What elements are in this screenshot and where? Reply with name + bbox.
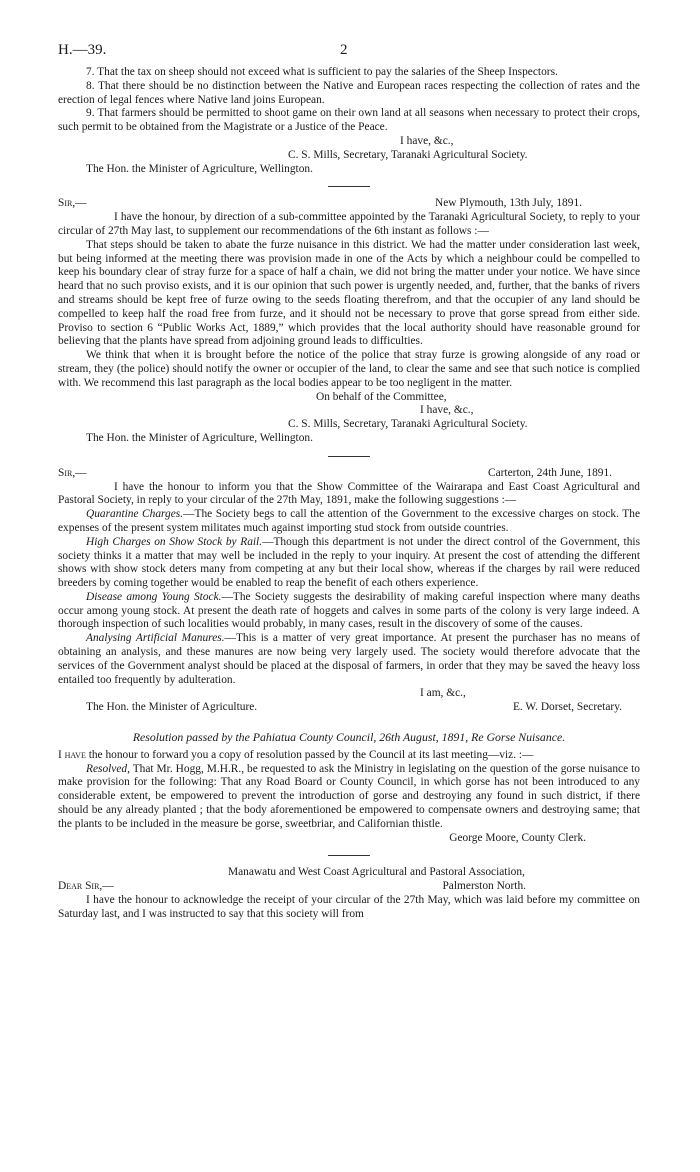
signature-row [58, 701, 640, 715]
paragraph: I have the honour, by direction of a sub-committee appointed by the Taranaki Agricultural Society, to reply to your circular of 27th May last, to supplement our recommendations of the 6th instant as follows :— [58, 211, 640, 237]
suggestion-item [58, 591, 640, 632]
paragraph: 9. That farmers should be permitted to shoot game on their own land at all seasons when necessary to protect their crops, such permit to be obtained from the Magistrate or a Justice of the Peace. [58, 107, 640, 134]
closing: I am, &c., [420, 687, 466, 700]
divider [328, 456, 370, 457]
suggestion-heading: Quarantine Charges. [86, 508, 184, 521]
resolution-title: Resolution passed by the Pahiatua County Council, 26th August, 1891, Re Gorse Nuisance. [132, 730, 566, 745]
behalf-line: On behalf of the Committee, [316, 390, 447, 403]
salutation: Sir,— [58, 466, 87, 479]
salutation: Sir,— [58, 197, 87, 210]
letter-heading [58, 197, 640, 211]
suggestion-text: —The Society begs to call the attention of the Government to the excessive charges on stock. The expenses of the present system militates much against importing stud stock from outside countries. [58, 508, 640, 534]
suggestion-heading: Disease among Young Stock. [86, 590, 222, 603]
place-date: Carterton, 24th June, 1891. [487, 466, 612, 479]
suggestion-heading: High Charges on Show Stock by Rail. [86, 535, 263, 548]
intro-caps: I have [58, 748, 86, 761]
paragraph: That steps should be taken to abate the furze nuisance in this district. We had the matter under consideration last week, but being informed at the meeting there was provision made in one of the Acts by which a neighbour could be compelled to keep his boundary clear of stray furze for a space of half a chain, we did not bring the matter under your notice. We have since heard that no such proviso exists, and it is our opinion that such power is urgently needed, and, further, that the banks of rivers and streams should be kept free of furze owing to the seeds floating therefrom, and that the occupier of any land should be compelled to keep half the road free from furze, and it should not be necessary to prove that gorse spread from either side. Proviso to section 6 “Public Works Act, 1889,” which provides that the local authority should have reasonable ground for believing that the plants have spread from adjoining ground leads to difficulties. [58, 238, 640, 348]
divider [328, 186, 370, 187]
divider [328, 855, 370, 856]
page-number: 2 [340, 42, 348, 58]
report-reference: H.—39. [58, 42, 107, 58]
addressee: The Hon. the Minister of Agriculture, Wellington. [86, 431, 313, 444]
paragraph: I have the honour to acknowledge the receipt of your circular of the 27th May, which was laid before my committee on Saturday last, and I was instructed to say that this society will from [58, 894, 640, 920]
suggestion-item [58, 508, 640, 536]
paragraph: We think that when it is brought before the notice of the police that stray furze is growing alongside of any road or stream, they (the police) should notify the owner or occupier of the land, to clear the same and see that such notice is complied with. We recommend this last paragraph as the local bodies appear to be too negligent in the matter. [58, 349, 640, 389]
resolution-text [58, 763, 640, 832]
resolved-label: Resolved, [86, 762, 130, 775]
suggestion-text: —This is a matter of very great importance. At present the purchaser has no means of obtaining an analysis, and these manures are now being very largely used. The society would therefore advocate that the services of the Government analyst should be placed at the disposal of farmers, in order that they may be saved the heavy loss entailed too frequently by adulteration. [58, 632, 640, 686]
resolved-text: That Mr. Hogg, M.H.R., be requested to ask the Ministry in legislating on the question of the gorse nuisance to make provision for the following: That any Road Board or County Council, in which gorse has not been introduced to any considerable extent, be empowered to prevent the introduction of gorse and destroying any found in such district, if there should be any already planted ; that the body aforementioned be empowered to compensate owners and destroying same; that the plants to be included in the measure be gorse, sweetbriar, and Californian thistle. [58, 762, 640, 830]
paragraph [58, 749, 640, 763]
addressee: The Hon. the Minister of Agriculture, Wellington. [86, 162, 313, 175]
signature: E. W. Dorset, Secretary. [512, 701, 622, 714]
paragraph: I have the honour to inform you that the Show Committee of the Wairarapa and East Coast Agricultural and Pastoral Society, in reply to your circular of the 27th May, 1891, make the following suggestions :— [58, 480, 640, 507]
paragraph: 8. That there should be no distinction between the Native and European races respecting the collection of rates and the erection of legal fences where Native land joins European. [58, 79, 640, 106]
addressee: The Hon. the Minister of Agriculture. [86, 701, 258, 714]
place: Palmerston North. [442, 880, 526, 893]
suggestion-text: —Though this department is not under the direct control of the Government, this society thinks it a matter that may well be included in the reply to your inquiry. At present the cost of attending the different shows with show stock deters many from competing at any but their local show, whereas if the charges by rail were reduced breeders by coming together would be enabled to reap the benefit of each others experience. [58, 535, 640, 590]
suggestion-item [58, 536, 640, 591]
intro-text: the honour to forward you a copy of resolution passed by the Council at its last meeting—viz. :— [85, 748, 534, 761]
letter-heading [58, 880, 640, 894]
salutation: Dear Sir,— [58, 880, 114, 893]
page-header [58, 44, 640, 66]
suggestion-item [58, 632, 640, 687]
suggestion-text: —The Society suggests the desirability of making careful inspection where many deaths occur among young stock. At present the death rate of hoggets and calves in some parts of the colony is very large indeed. A thorough inspection of such localities would probably, in many cases, result in the discovery of some of the causes. [58, 590, 640, 631]
suggestion-heading: Analysing Artificial Manures. [86, 632, 225, 645]
closing: I have, &c., [420, 404, 474, 417]
letter-heading [58, 467, 640, 481]
document-page [58, 44, 640, 922]
closing: I have, &c., [400, 134, 454, 147]
signature: George Moore, County Clerk. [449, 831, 586, 844]
paragraph: 7. That the tax on sheep should not exceed what is sufficient to pay the salaries of the Sheep Inspectors. [86, 66, 558, 78]
association-name: Manawatu and West Coast Agricultural and Pastoral Association, [228, 866, 525, 879]
signature: C. S. Mills, Secretary, Taranaki Agricultural Society. [288, 418, 528, 431]
place-date: New Plymouth, 13th July, 1891. [434, 197, 582, 210]
signature: C. S. Mills, Secretary, Taranaki Agricultural Society. [288, 148, 528, 161]
